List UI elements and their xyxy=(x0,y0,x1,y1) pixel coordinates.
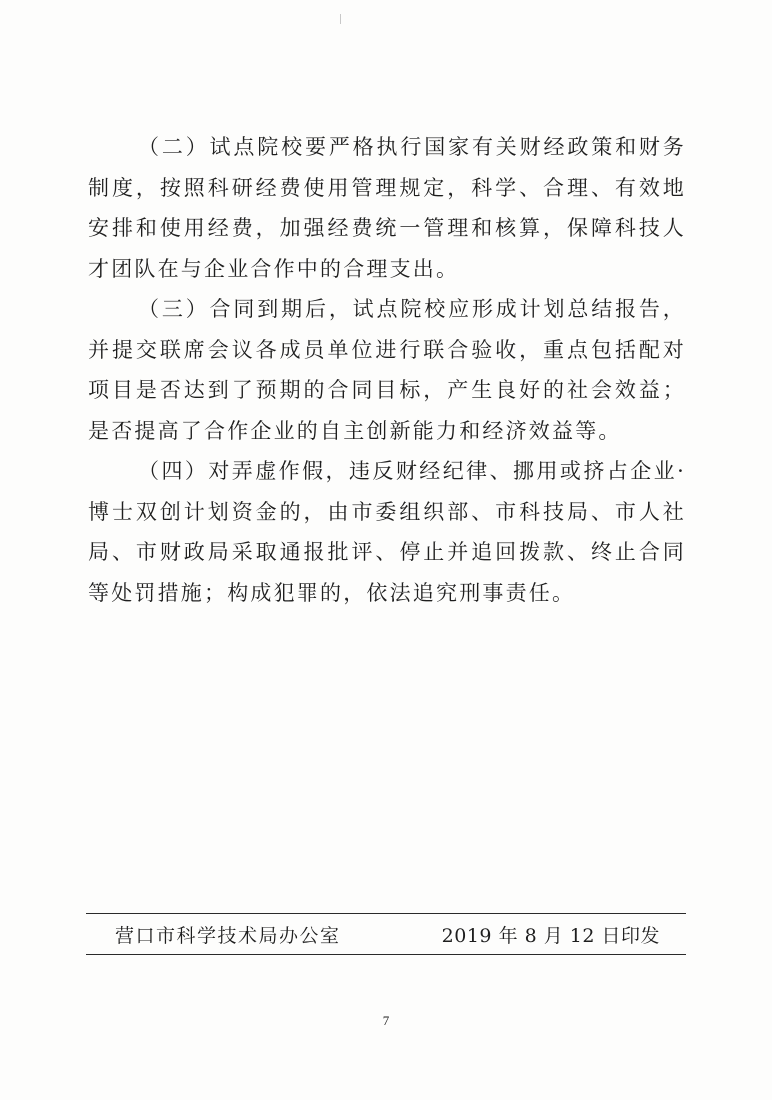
issuer-office: 营口市科学技术局办公室 xyxy=(115,925,341,947)
paragraph-four: （四）对弄虚作假，违反财经纪律、挪用或挤占企业·博士双创计划资金的，由市委组织部、市科技局、市人社局、市财政局采取通报批评、停止并追回拨款、终止合同等处罚措施；构成犯罪的，依法追究刑事责任。 xyxy=(88,459,686,605)
footer-top-rule xyxy=(86,913,686,914)
paragraph-two: （二）试点院校要严格执行国家有关财经政策和财务制度，按照科研经费使用管理规定，科学、合理、有效地安排和使用经费，加强经费统一管理和核算，保障科技人才团队在与企业合作中的合理支出。 xyxy=(88,135,686,281)
scan-artifact xyxy=(340,14,341,24)
document-body xyxy=(88,127,686,613)
page-number: 7 xyxy=(382,1013,390,1028)
issue-date: 2019 年 8 月 12 日印发 xyxy=(441,925,660,947)
paragraph-three: （三）合同到期后，试点院校应形成计划总结报告，并提交联席会议各成员单位进行联合验收，重点包括配对项目是否达到了预期的合同目标，产生良好的社会效益；是否提高了合作企业的自主创新能力和经济效益等。 xyxy=(88,297,686,443)
footer-bottom-rule xyxy=(86,954,686,955)
